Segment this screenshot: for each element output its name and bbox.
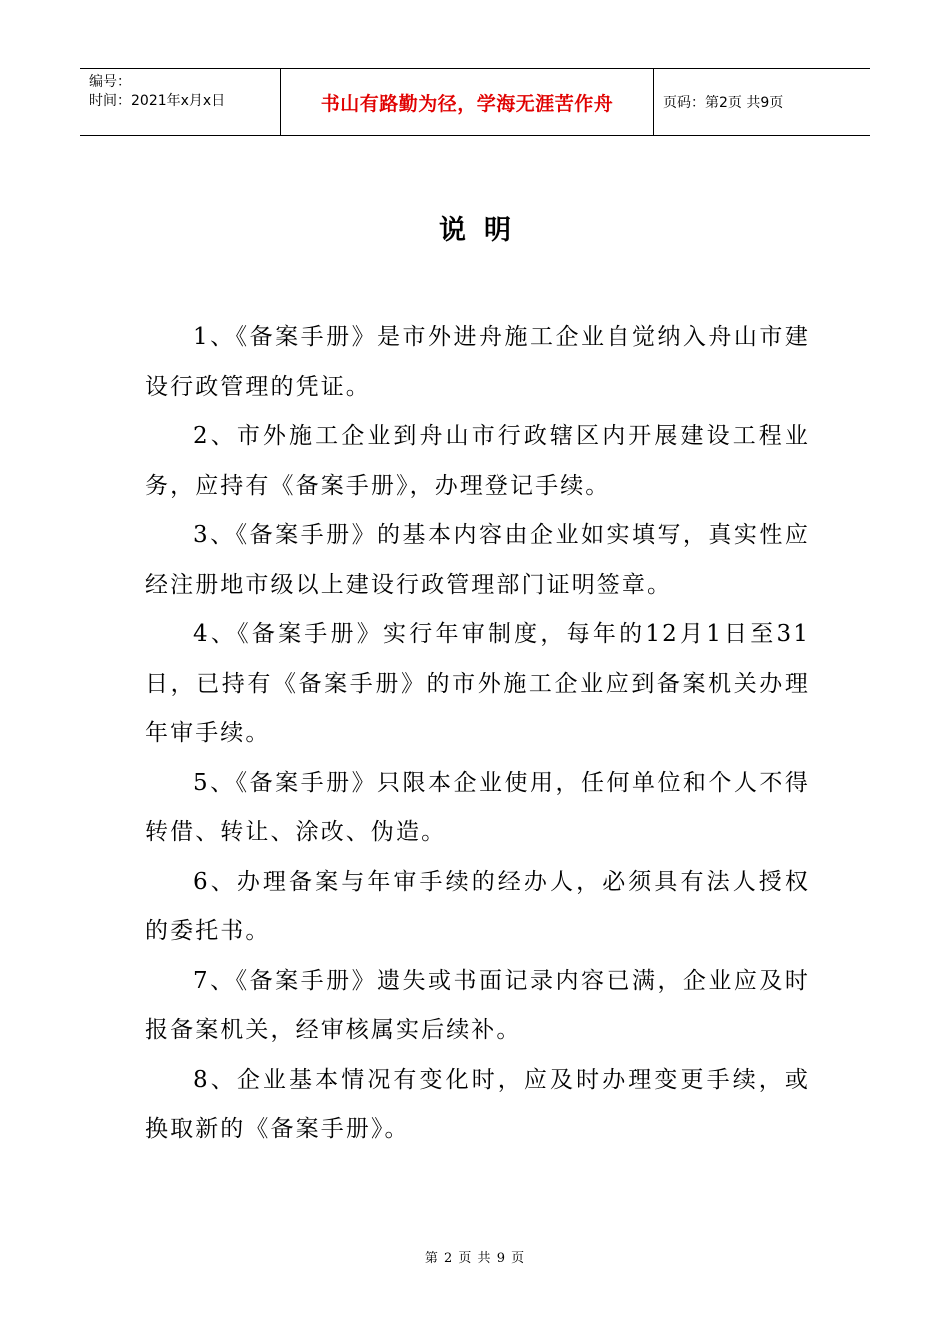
document-header (80, 68, 870, 136)
page-title: 说明 (439, 215, 529, 246)
instruction-paragraph: 4、《备案手册》实行年审制度，每年的12月1日至31日，已持有《备案手册》的市外施工企业应到备案机关办理年审手续。 (145, 621, 810, 746)
instruction-paragraph: 7、《备案手册》遗失或书面记录内容已满，企业应及时报备案机关，经审核属实后续补。 (145, 967, 810, 1043)
header-page-cell (654, 69, 870, 135)
header-motto: 书山有路勤为径，学海无涯苦作舟 (320, 92, 614, 115)
page-footer: 第 2 页 共 9 页 (424, 1251, 526, 1266)
document-time-label: 时间：2021年x月x日 (89, 93, 226, 109)
instruction-paragraph: 1、《备案手册》是市外进舟施工企业自觉纳入舟山市建设行政管理的凭证。 (145, 324, 810, 400)
header-motto-cell (281, 69, 654, 135)
document-number-label: 编号： (89, 74, 131, 90)
header-page-info: 页码：第2页 共9页 (663, 95, 784, 111)
instruction-paragraph: 6、办理备案与年审手续的经办人，必须具有法人授权的委托书。 (145, 868, 810, 944)
instruction-paragraph: 3、《备案手册》的基本内容由企业如实填写，真实性应经注册地市级以上建设行政管理部门证明签章。 (145, 522, 810, 598)
instruction-paragraph: 8、企业基本情况有变化时，应及时办理变更手续，或换取新的《备案手册》。 (145, 1066, 810, 1142)
instruction-paragraph: 5、《备案手册》只限本企业使用，任何单位和个人不得转借、转让、涂改、伪造。 (145, 769, 810, 845)
instructions-body (145, 313, 810, 1155)
instruction-paragraph: 2、市外施工企业到舟山市行政辖区内开展建设工程业务，应持有《备案手册》，办理登记手续。 (145, 423, 810, 499)
header-meta-cell (80, 69, 281, 135)
